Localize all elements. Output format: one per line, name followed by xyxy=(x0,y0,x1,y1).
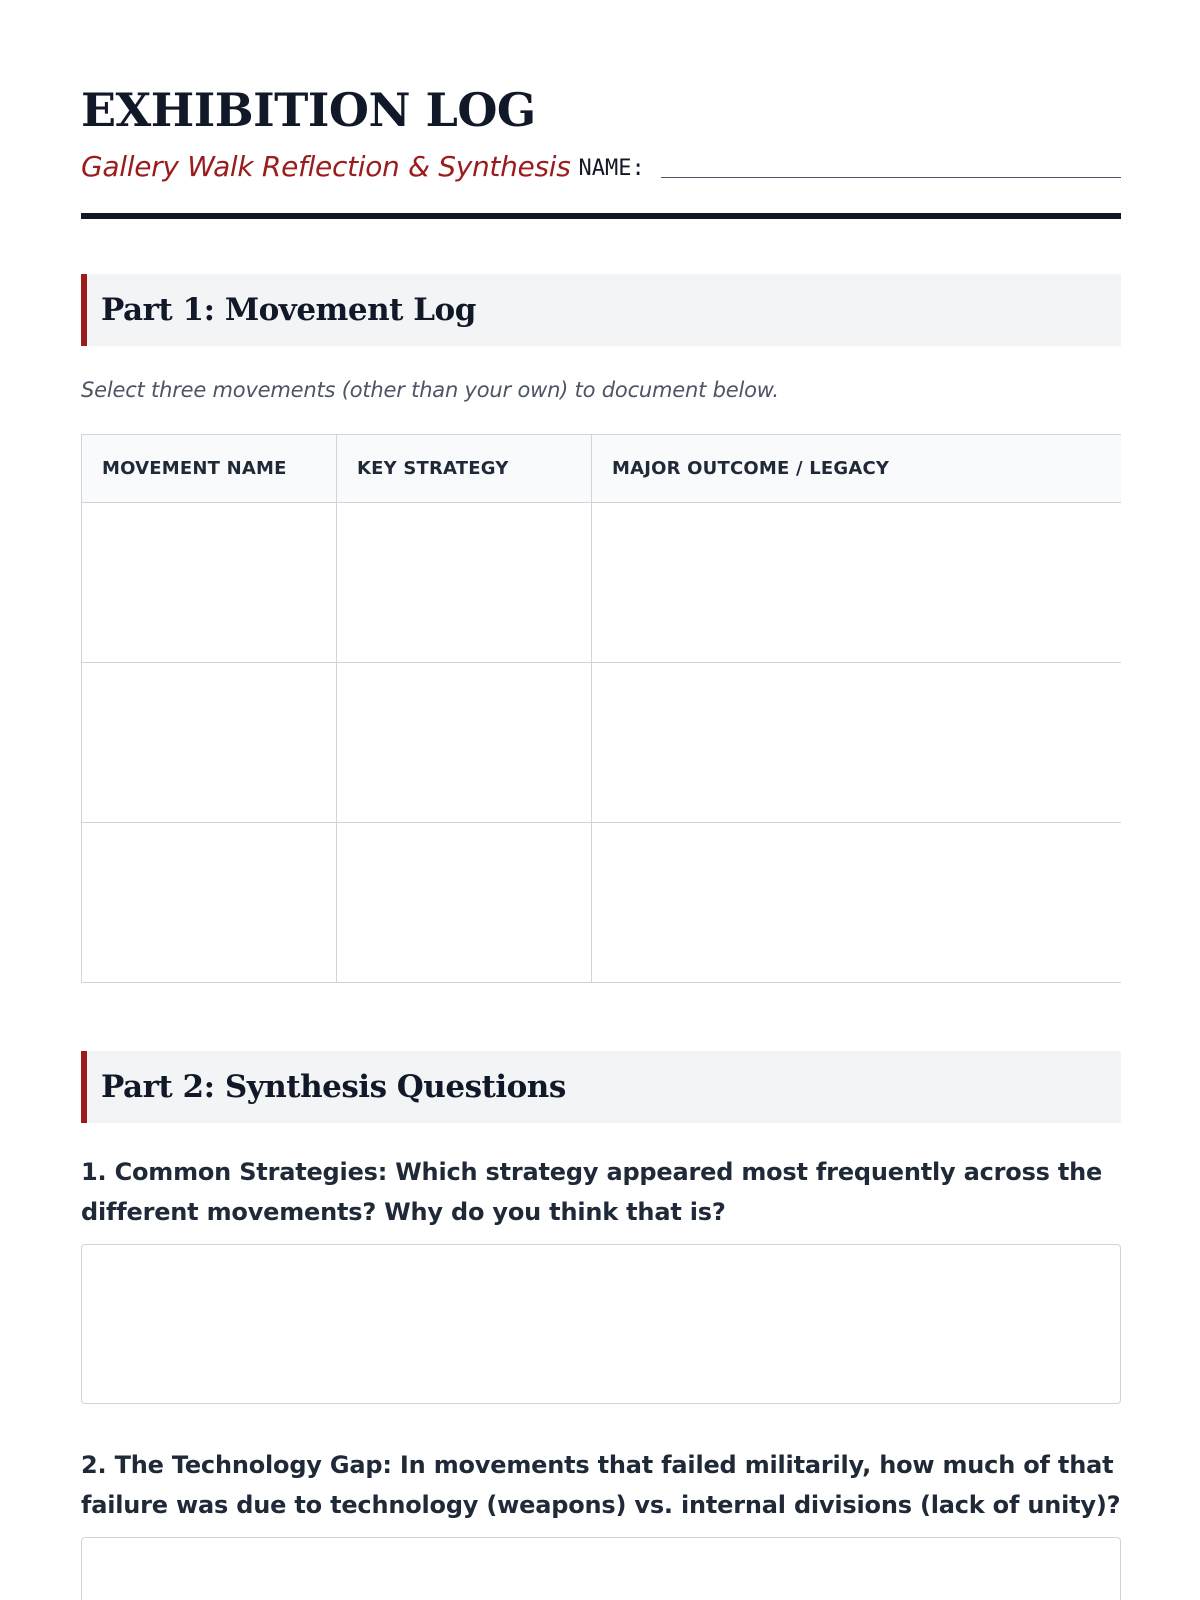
table-header-row xyxy=(82,435,1122,503)
question-2: 2. The Technology Gap: In movements that failed militarily, how much of that failure was due to technology (weapons) vs. internal divisions (lack of unity)? xyxy=(81,1451,1121,1519)
column-header-key-strategy: KEY STRATEGY xyxy=(337,435,592,503)
major-outcome-cell[interactable] xyxy=(592,503,1122,663)
answer-box-1[interactable] xyxy=(81,1244,1121,1404)
table-row xyxy=(82,663,1122,823)
name-label: NAME: xyxy=(578,156,645,181)
part1-section-header xyxy=(81,274,1121,346)
header-divider xyxy=(81,213,1121,219)
part1-heading: Part 1: Movement Log xyxy=(101,292,476,328)
movement-name-cell[interactable] xyxy=(82,503,337,663)
table-row xyxy=(82,503,1122,663)
document-title: EXHIBITION LOG xyxy=(81,83,536,137)
column-header-movement-name: MOVEMENT NAME xyxy=(82,435,337,503)
table-row xyxy=(82,823,1122,983)
movement-log-table xyxy=(81,434,1121,983)
major-outcome-cell[interactable] xyxy=(592,823,1122,983)
movement-name-cell[interactable] xyxy=(82,663,337,823)
part2-heading: Part 2: Synthesis Questions xyxy=(101,1069,566,1105)
movement-name-cell[interactable] xyxy=(82,823,337,983)
subtitle-row xyxy=(81,146,1121,186)
key-strategy-cell[interactable] xyxy=(337,503,592,663)
document-subtitle: Gallery Walk Reflection & Synthesis xyxy=(81,150,571,183)
column-header-major-outcome: MAJOR OUTCOME / LEGACY xyxy=(592,435,1122,503)
worksheet-page xyxy=(81,0,1121,1600)
part1-instructions: Select three movements (other than your own) to document below. xyxy=(81,378,779,402)
name-field[interactable] xyxy=(661,176,1121,178)
part2-section-header xyxy=(81,1051,1121,1123)
answer-box-2[interactable] xyxy=(81,1537,1121,1600)
key-strategy-cell[interactable] xyxy=(337,663,592,823)
question-1: 1. Common Strategies: Which strategy appeared most frequently across the different movements? Why do you think that is? xyxy=(81,1158,1103,1226)
key-strategy-cell[interactable] xyxy=(337,823,592,983)
major-outcome-cell[interactable] xyxy=(592,663,1122,823)
